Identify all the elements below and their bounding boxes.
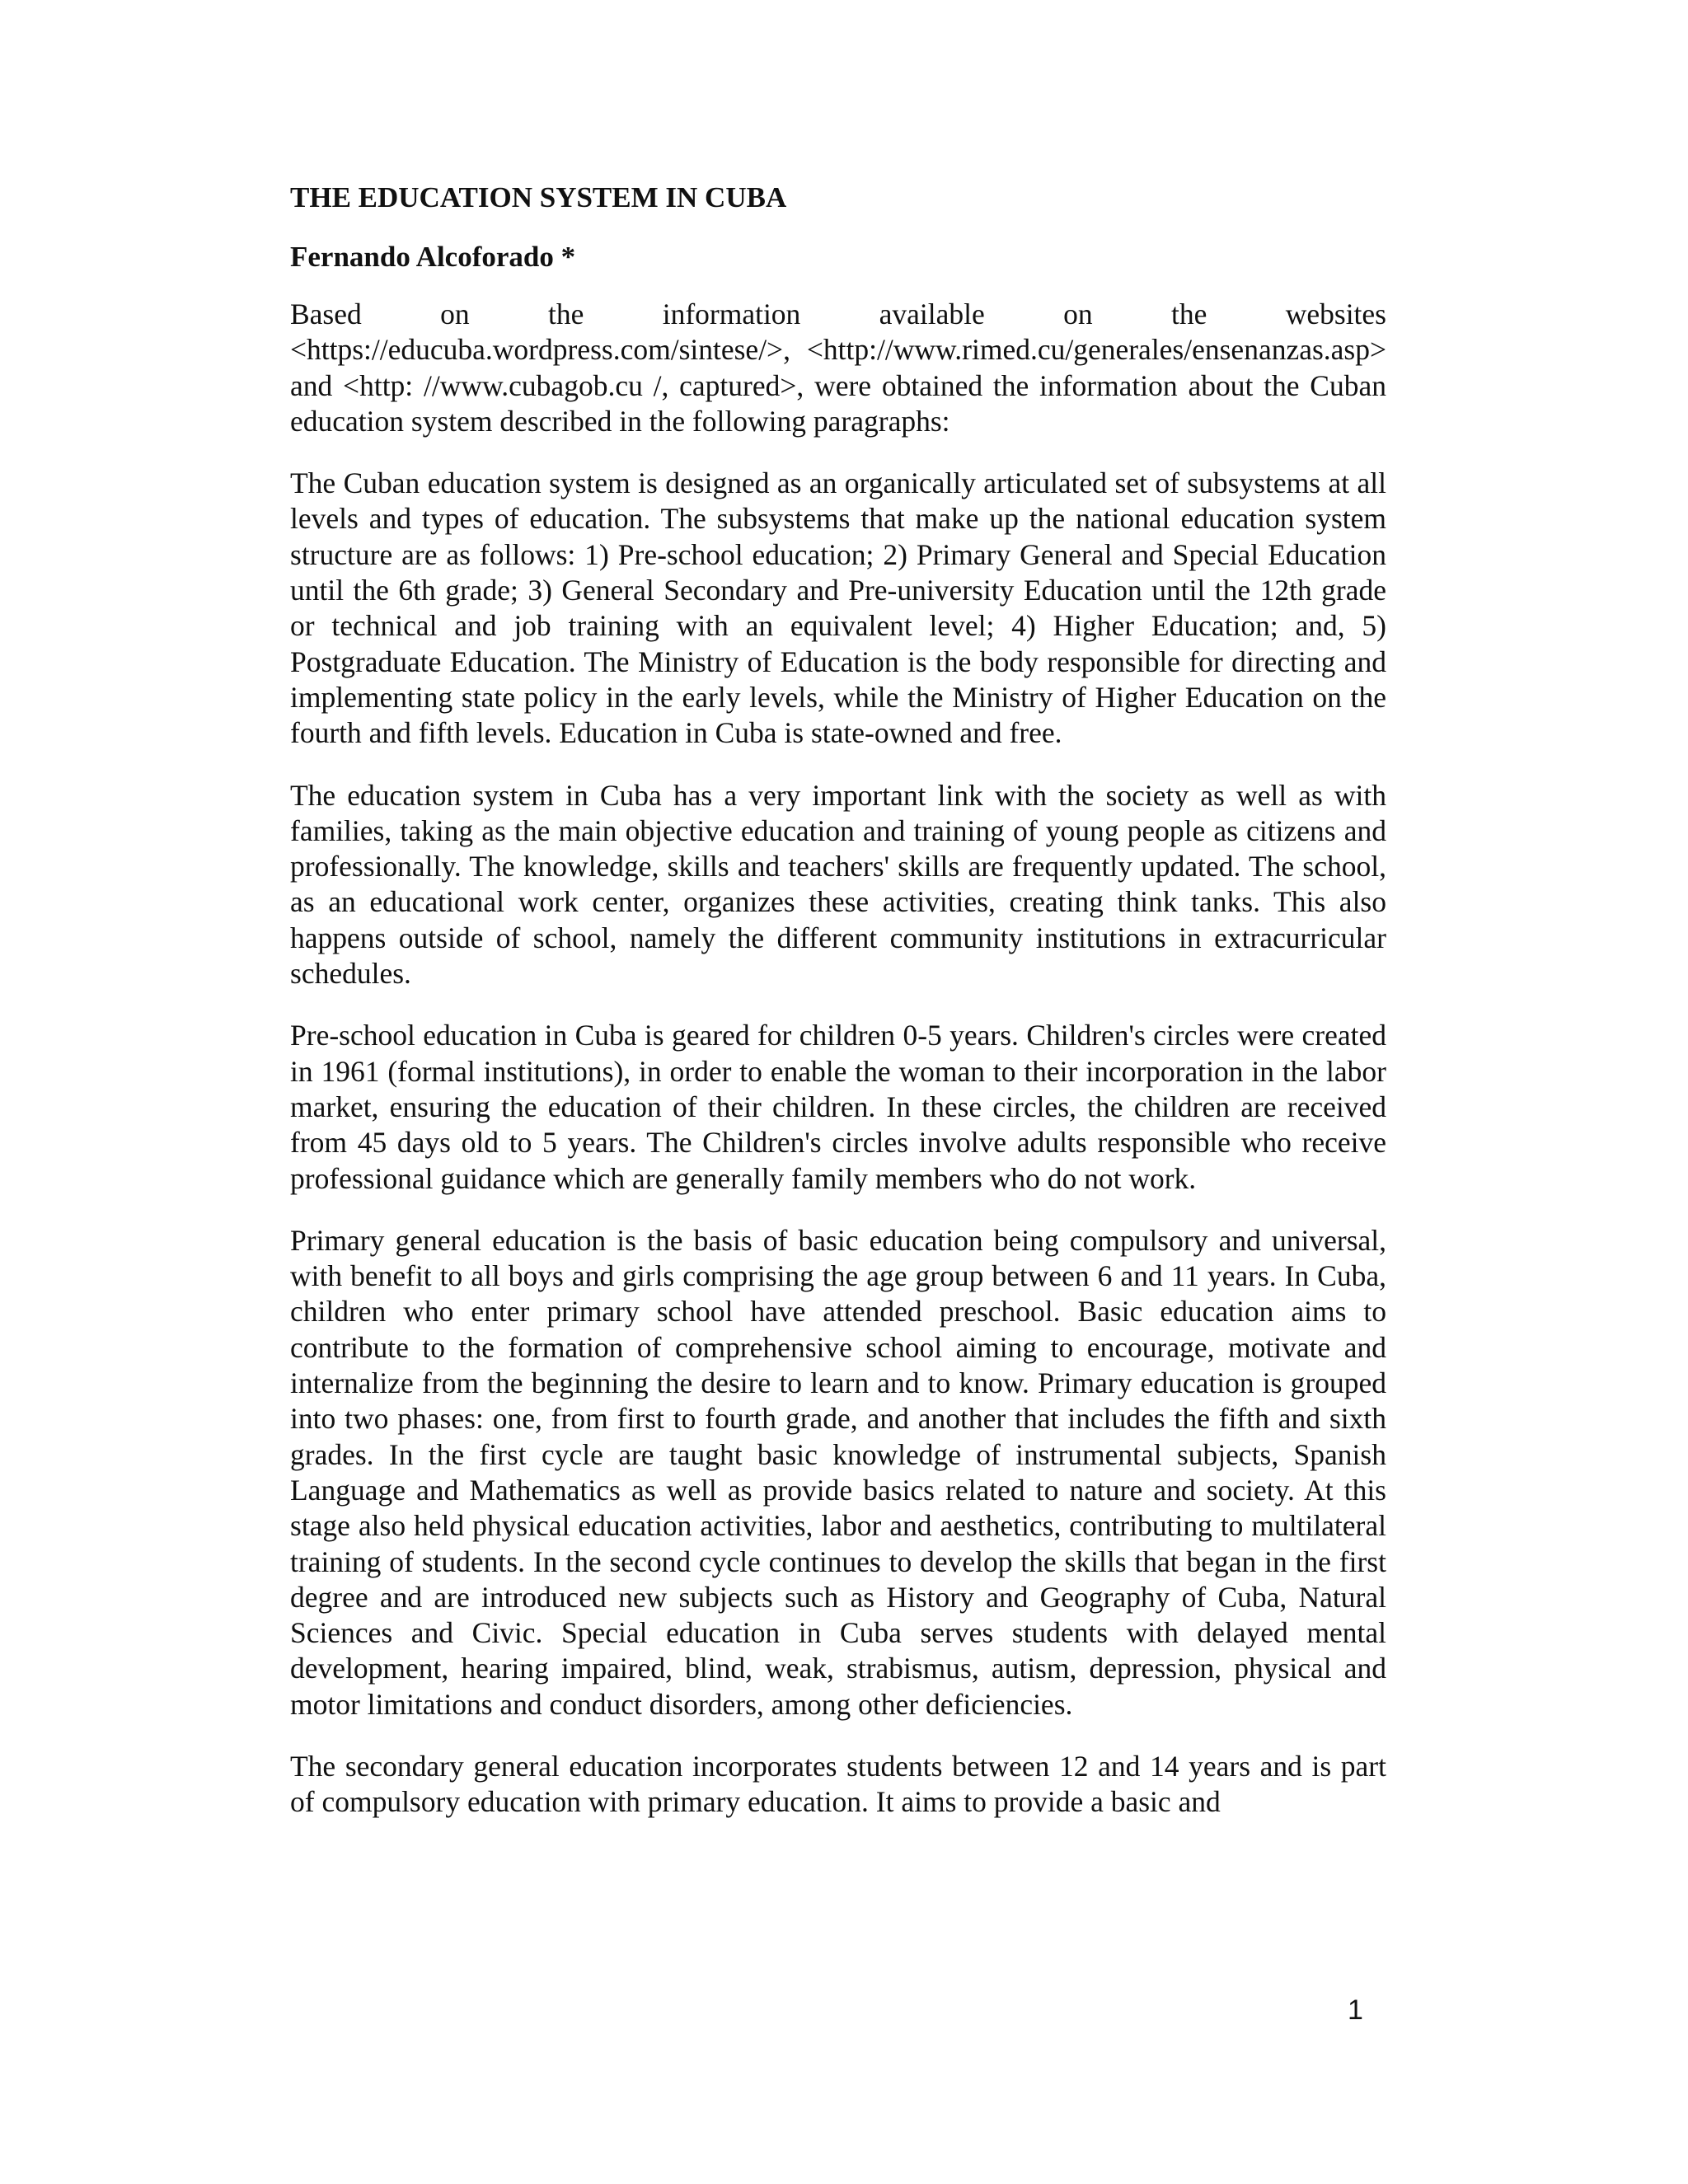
document-page — [290, 180, 1386, 1821]
paragraph-society-link: The education system in Cuba has a very important link with the society as well as with families, taking as the main objective education and training of young people as citizens and professionally. The knowledge, skills and teachers' skills are frequently updated. The school, as an educational work center, organizes these activities, creating think tanks. This also happens outside of school, namely the different community institutions in extracurricular schedules. — [290, 778, 1386, 991]
document-author: Fernando Alcoforado * — [290, 241, 576, 273]
document-title: THE EDUCATION SYSTEM IN CUBA — [290, 181, 787, 213]
paragraph-secondary: The secondary general education incorporates students between 12 and 14 years and is part of compulsory education with primary education. It aims to provide a basic and — [290, 1749, 1386, 1819]
paragraph-preschool: Pre-school education in Cuba is geared for children 0-5 years. Children's circles were created in 1961 (formal institutions), in order to enable the woman to their incorporation in the labor market, ensuring the education of their children. In these circles, the children are received from 45 days old to 5 years. The Children's circles involve adults responsible who receive professional guidance which are generally family members who do not work. — [290, 1019, 1386, 1195]
page-number: 1 — [1348, 1994, 1363, 2026]
paragraph-primary: Primary general education is the basis of basic education being compulsory and universal, with benefit to all boys and girls comprising the age group between 6 and 11 years. In Cuba, children who enter primary school have attended preschool. Basic education aims to contribute to the formation of comprehensive school aiming to encourage, motivate and internalize from the beginning the desire to learn and to know. Primary education is grouped into two phases: one, from first to fourth grade, and another that includes the fifth and sixth grades. In the first cycle are taught basic knowledge of instrumental subjects, Spanish Language and Mathematics as well as provide basics related to nature and society. At this stage also held physical education activities, labor and aesthetics, contributing to multilateral training of students. In the second cycle continues to develop the skills that began in the first degree and are introduced new subjects such as History and Geography of Cuba, Natural Sciences and Civic. Special education in Cuba serves students with delayed mental development, hearing impaired, blind, weak, strabismus, autism, depression, physical and motor limitations and conduct disorders, among other deficiencies. — [290, 1223, 1386, 1721]
paragraph-system-structure: The Cuban education system is designed as an organically articulated set of subsystems at all levels and types of education. The subsystems that make up the national education system structure are as follows: 1) Pre-school education; 2) Primary General and Special Education until the 6th grade; 3) General Secondary and Pre-university Education until the 12th grade or technical and job training with an equivalent level; 4) Higher Education; and, 5) Postgraduate Education. The Ministry of Education is the body responsible for directing and implementing state policy in the early levels, while the Ministry of Higher Education on the fourth and fifth levels. Education in Cuba is state-owned and free. — [290, 466, 1386, 750]
paragraph-sources: Based on the information available on the websites <https://educuba.wordpress.com/sintese/>, <http://www.rimed.cu/generales/ensenanzas.asp> and <http: //www.cubagob.cu /, captured>, were obtained the information about the Cuban education system described in the following paragraphs: — [290, 298, 1386, 438]
